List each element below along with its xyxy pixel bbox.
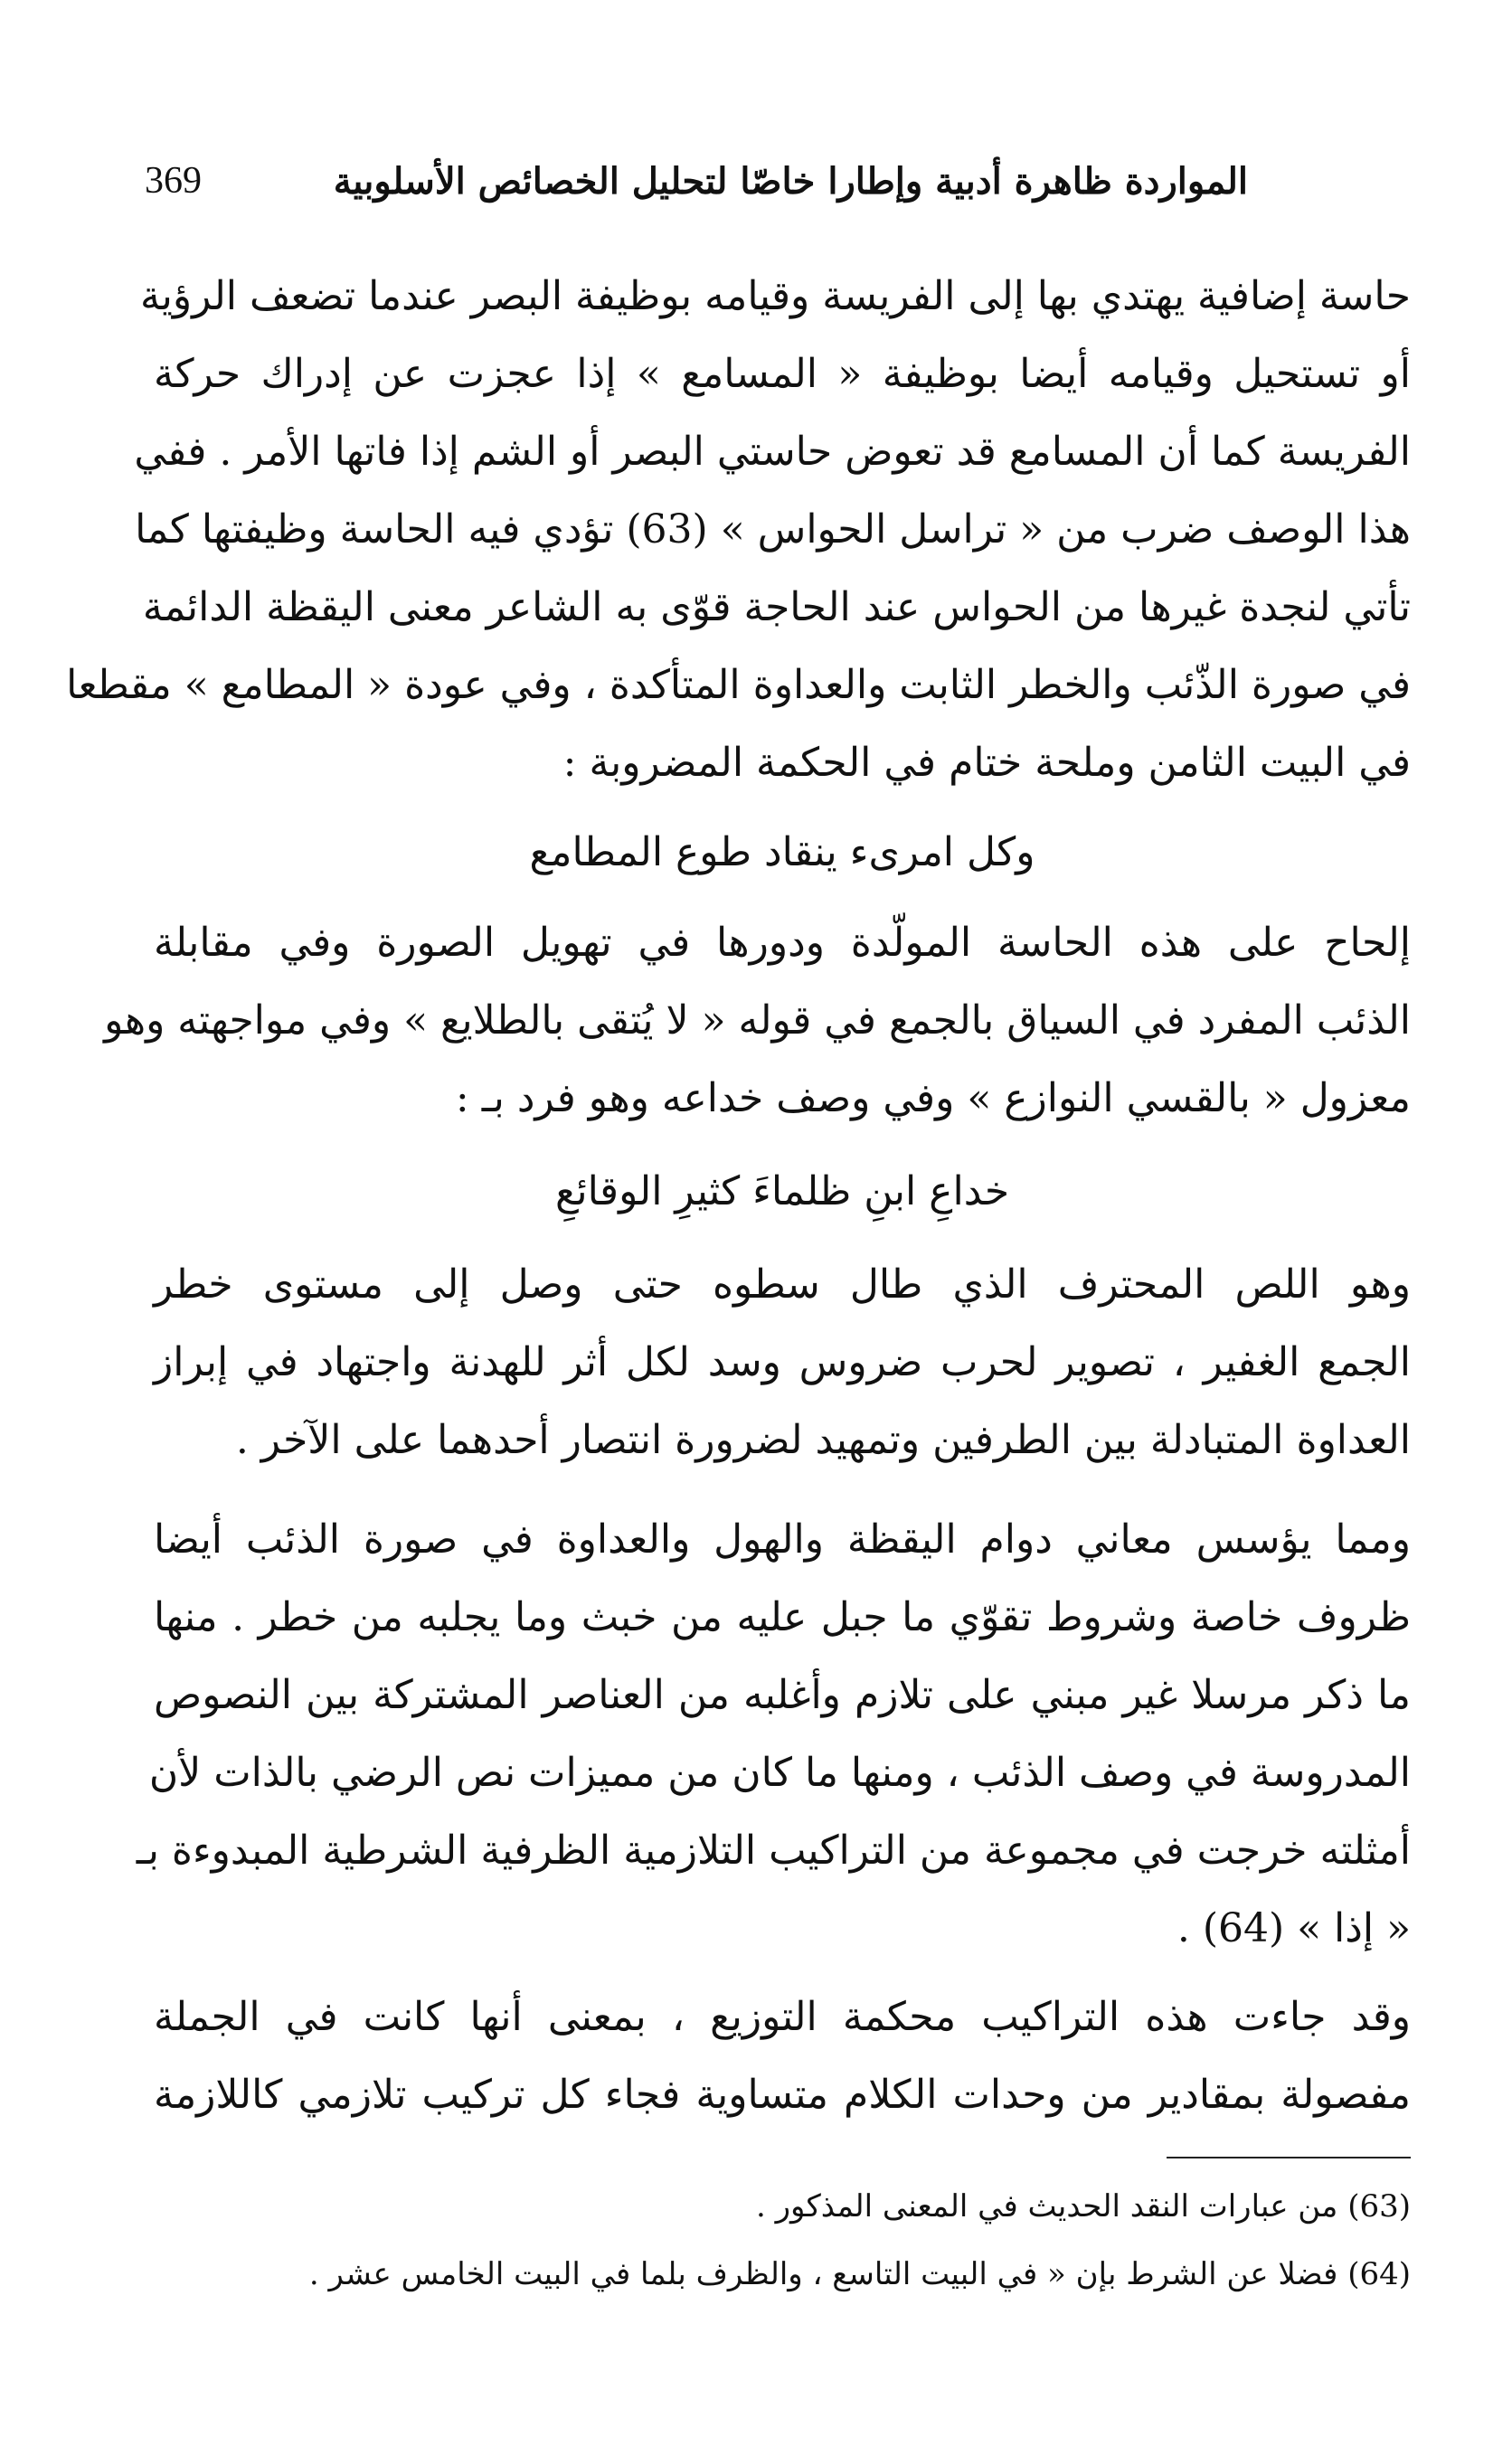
text-line: المدروسة في وصف الذئب ، ومنها ما كان من مميزات نص الرضي بالذات لأن	[148, 1750, 1411, 1796]
text-line: الفريسة كما أن المسامع قد تعوض حاستي البصر أو الشم إذا فاتها الأمر . ففي	[134, 429, 1411, 475]
text-line: ومما يؤسس معاني دوام اليقظة والهول والعداوة في صورة الذئب أيضا	[154, 1516, 1411, 1563]
text-line: حاسة إضافية يهتدي بها إلى الفريسة وقيامه بوظيفة البصر عندما تضعف الرؤية	[140, 273, 1411, 319]
text-line: إلحاح على هذه الحاسة المولّدة ودورها في تهويل الصورة وفي مقابلة	[154, 920, 1411, 966]
running-title: المواردة ظاهرة أدبية وإطارا خاصّا لتحليل الخصائص الأسلوبية	[333, 159, 1248, 203]
text-line: العداوة المتبادلة بين الطرفين وتمهيد لضرورة انتصار أحدهما على الآخر .	[235, 1417, 1411, 1463]
text-line: وهو اللص المحترف الذي طال سطوه حتى وصل إلى مستوى خطر	[154, 1261, 1412, 1308]
text-line: هذا الوصف ضرب من « تراسل الحواس » (63) تؤدي فيه الحاسة وظيفتها كما	[135, 506, 1411, 553]
text-line: مفصولة بمقادير من وحدات الكلام متساوية فجاء كل تركيب تلازمي كاللازمة	[154, 2072, 1411, 2118]
text-line: الجمع الغفير ، تصوير لحرب ضروس وسد لكل أثر للهدنة واجتهاد في إبراز	[154, 1339, 1411, 1385]
text-line: ما ذكر مرسلا غير مبني على تلازم وأغلبه من العناصر المشتركة بين النصوص	[154, 1672, 1411, 1718]
text-line: ظروف خاصة وشروط تقوّي ما جبل عليه من خبث وما يجلبه من خطر . منها	[154, 1594, 1411, 1640]
text-line: أو تستحيل وقيامه أيضا بوظيفة « المسامع » إذا عجزت عن إدراك حركة	[154, 351, 1411, 397]
text-line: أمثلته خرجت في مجموعة من التراكيب التلازمية الظرفية الشرطية المبدوءة بـ	[136, 1828, 1411, 1874]
text-line: الذئب المفرد في السياق بالجمع في قوله « لا يُتقى بالطلايع » وفي مواجهته وهو	[104, 997, 1411, 1044]
text-line: تأتي لنجدة غيرها من الحواس عند الحاجة قوّى به الشاعر معنى اليقظة الدائمة	[142, 584, 1411, 630]
page-number: 369	[145, 160, 202, 202]
verse-quote: وكل امرىء ينقاد طوع المطامع	[529, 829, 1035, 875]
verse-quote: خداعِ ابنِ ظلماءَ كثيرِ الوقائعِ	[554, 1168, 1010, 1214]
text-line: « إذا » (64) .	[1177, 1905, 1411, 1951]
text-line: في صورة الذّئب والخطر الثابت والعداوة المتأكدة ، وفي عودة « المطامع » مقطعا	[66, 662, 1411, 708]
text-line: معزول « بالقسي النوازع » وفي وصف خداعه وهو فرد بـ :	[455, 1075, 1411, 1121]
footnote: (63) من عبارات النقد الحديث في المعنى المذكور .	[755, 2188, 1411, 2224]
text-line: في البيت الثامن وملحة ختام في الحكمة المضروبة :	[562, 740, 1411, 786]
footnote: (64) فضلا عن الشرط بإن « في البيت التاسع ، والظرف بلما في البيت الخامس عشر .	[308, 2256, 1411, 2292]
text-line: وقد جاءت هذه التراكيب محكمة التوزيع ، بمعنى أنها كانت في الجملة	[154, 1994, 1411, 2040]
footnote-rule	[1167, 2157, 1411, 2158]
page-header	[145, 149, 1248, 213]
